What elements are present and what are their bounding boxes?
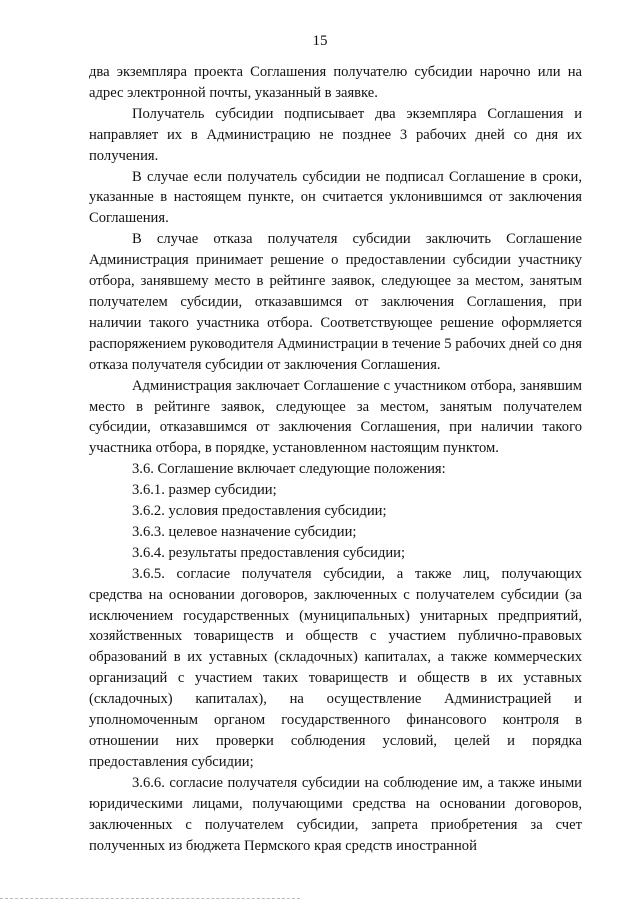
paragraph-continuation: два экземпляра проекта Соглашения получателю субсидии нарочно или на адрес электронной почты, указанный в заявке. [89, 64, 582, 101]
clause-3-6-4: 3.6.4. результаты предоставления субсидии; [132, 544, 406, 561]
page-number: 15 [312, 33, 328, 49]
clause-3-6-5: 3.6.5. согласие получателя субсидии, а также лиц, получающих средства на основании договоров, заключенных с получателем субсидии (за исключением государственных (муниципальных) унитарных предприятий, хозяйственных товариществ и обществ с участием публично-правовых образований в их уставных (складочных) капиталах, а также коммерческих организаций с участием таких товариществ и обществ в их уставных (складочных) капиталах), на осуществление Администрацией и уполномоченным органом государственного финансового контроля в отношении них проверки соблюдения условий, целей и порядка предоставления субсидии; [89, 565, 582, 770]
paragraph-refusal: В случае отказа получателя субсидии заключить Соглашение Администрация принимает решение о предоставлении субсидии участнику отбора, занявшему место в рейтинге заявок, следующее за местом, занятым получателем субсидии, отказавшимся от заключения Соглашения, при наличии такого участника отбора. Соответствующее решение оформляется распоряжением руководителя Администрации в течение 5 рабочих дней со дня отказа получателя субсидии от заключения Соглашения. [89, 231, 582, 373]
paragraph-next-participant: Администрация заключает Соглашение с участником отбора, занявшим место в рейтинге заявок, следующее за местом, занятым получателем субсидии, отказавшимся от заключения Соглашения, при наличии такого участника отбора, в порядке, установленном настоящим пунктом. [89, 377, 582, 457]
scan-edge-line [0, 898, 300, 899]
clause-3-6: 3.6. Соглашение включает следующие положения: [132, 461, 446, 478]
clause-3-6-3: 3.6.3. целевое назначение субсидии; [132, 523, 357, 540]
clause-3-6-2: 3.6.2. условия предоставления субсидии; [132, 503, 387, 520]
clause-3-6-1: 3.6.1. размер субсидии; [132, 482, 277, 499]
document-body [89, 62, 582, 856]
paragraph-signing: Получатель субсидии подписывает два экземпляра Соглашения и направляет их в Администрацию не позднее 3 рабочих дней со дня их получения. [89, 105, 582, 164]
paragraph-evasion: В случае если получатель субсидии не подписал Соглашение в сроки, указанные в настоящем пункте, он считается уклонившимся от заключения Соглашения. [89, 168, 582, 227]
clause-3-6-6: 3.6.6. согласие получателя субсидии на соблюдение им, а также иными юридическими лицами, получающими средства на основании договоров, заключенных с получателем субсидии, запрета приобретения за счет полученных из бюджета Пермского края средств иностранной [89, 774, 582, 854]
